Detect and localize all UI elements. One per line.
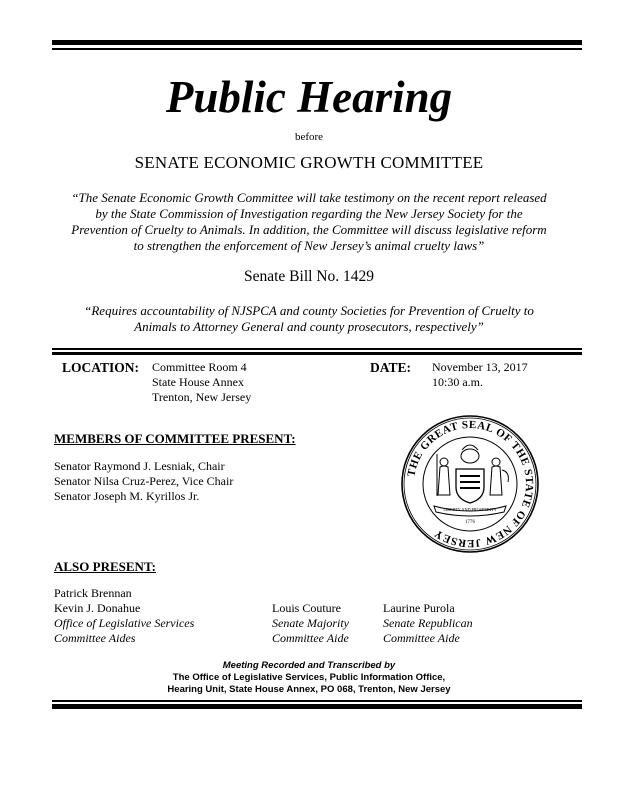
- hearing-description: [40, 190, 578, 254]
- seal-lettering: THE GREAT SEAL OF THE STATE OF NEW JERSEY: [405, 418, 536, 550]
- aide-office: Senate Republican: [383, 616, 473, 630]
- aide-office: Committee Aide: [383, 631, 460, 645]
- date-line: November 13, 2017: [432, 360, 528, 374]
- seal-ribbon: LIBERTY AND PROSPERITY: [443, 507, 497, 512]
- members-heading: MEMBERS OF COMMITTEE PRESENT:: [54, 431, 296, 446]
- description-line: to strengthen the enforcement of New Jersey’s animal cruelty laws”: [133, 238, 485, 253]
- location-line: State House Annex: [152, 375, 244, 389]
- member-name: Senator Nilsa Cruz-Perez, Vice Chair: [54, 474, 234, 488]
- also-present-col3: [383, 601, 473, 646]
- bill-number: Senate Bill No. 1429: [243, 268, 375, 285]
- also-present-col1: [54, 586, 194, 646]
- date-label: DATE:: [370, 360, 412, 375]
- before-text: before: [294, 131, 324, 143]
- member-name: Senator Joseph M. Kyrillos Jr.: [54, 489, 200, 503]
- credit-line: Hearing Unit, State House Annex, PO 068, Trenton, New Jersey: [167, 684, 451, 695]
- date-line: 10:30 a.m.: [432, 375, 483, 389]
- location-value: [152, 360, 251, 405]
- members-list: [54, 459, 233, 504]
- svg-text:THE GREAT SEAL OF THE STATE OF: [405, 419, 535, 549]
- bill-description-line: “Requires accountability of NJSPCA and county Societies for Prevention of Cruelty to: [84, 303, 534, 318]
- location-line: Trenton, New Jersey: [152, 390, 252, 404]
- mid-rule-thick: [52, 352, 582, 355]
- also-present-heading: ALSO PRESENT:: [54, 559, 156, 574]
- aide-office: Committee Aide: [272, 631, 349, 645]
- location-label: LOCATION:: [62, 360, 140, 375]
- description-line: by the State Commission of Investigation regarding the New Jersey Society for the: [95, 206, 523, 221]
- committee-name: SENATE ECONOMIC GROWTH COMMITTEE: [134, 153, 484, 172]
- bottom-rule-thin: [52, 700, 582, 702]
- location-line: Committee Room 4: [152, 360, 247, 374]
- aide-office: Senate Majority: [272, 616, 349, 630]
- seal-year: 1776: [465, 520, 475, 525]
- state-seal-icon: [400, 414, 540, 554]
- top-rule-thick: [52, 40, 582, 45]
- description-line: Prevention of Cruelty to Animals. In addition, the Committee will discuss legislative reform: [71, 222, 547, 237]
- bill-description: [40, 303, 578, 335]
- credit-line: The Office of Legislative Services, Public Information Office,: [172, 672, 446, 683]
- bottom-rule-thick: [52, 704, 582, 709]
- credit-line: Meeting Recorded and Transcribed by: [222, 660, 396, 671]
- aide-office: Office of Legislative Services: [54, 616, 195, 630]
- member-name: Senator Raymond J. Lesniak, Chair: [54, 459, 225, 473]
- also-present-col2: [272, 601, 349, 646]
- transcription-credit: [40, 660, 578, 696]
- aide-name: Kevin J. Donahue: [54, 601, 141, 615]
- description-line: “The Senate Economic Growth Committee will take testimony on the recent report released: [71, 190, 547, 205]
- page-title: Public Hearing: [165, 72, 453, 122]
- top-rule-thin: [52, 48, 582, 50]
- bill-description-line: Animals to Attorney General and county prosecutors, respectively”: [134, 319, 484, 334]
- aide-name: Patrick Brennan: [54, 586, 132, 600]
- date-value: [432, 360, 528, 390]
- aide-name: Laurine Purola: [383, 601, 455, 615]
- aide-name: Louis Couture: [272, 601, 341, 615]
- aide-office: Committee Aides: [54, 631, 136, 645]
- mid-rule-thin: [52, 348, 582, 350]
